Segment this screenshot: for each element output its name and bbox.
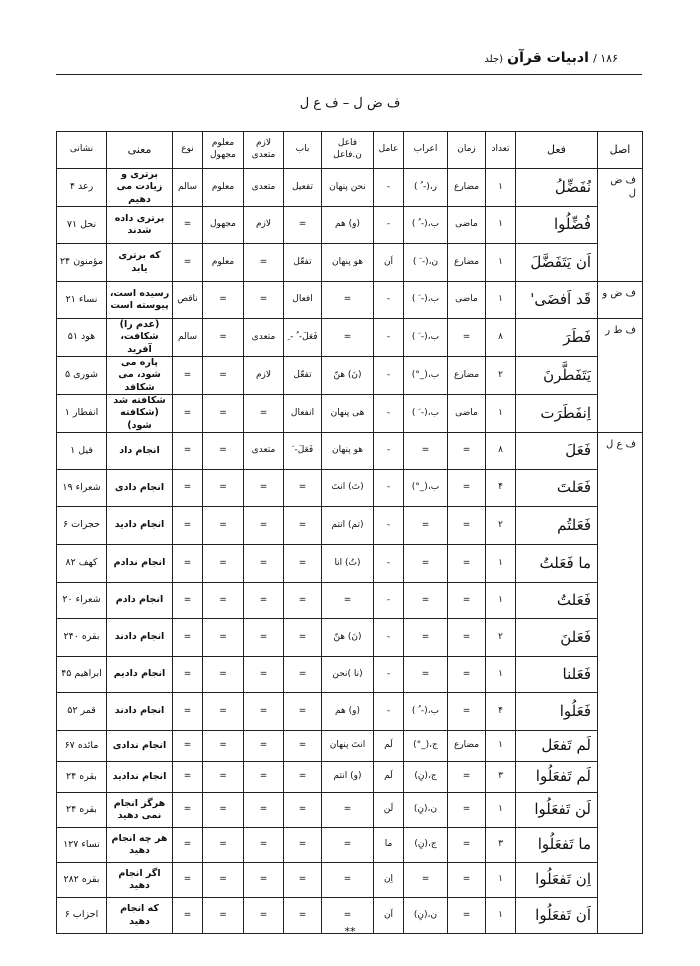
verb-cell: فَعَلُوا <box>516 693 598 731</box>
bab-cell: تفعیل <box>284 169 322 207</box>
reference-cell: شعراء ۲۰ <box>57 583 107 619</box>
amel-cell: - <box>374 207 404 244</box>
tense-cell: ماضی <box>448 282 486 319</box>
verb-cell: نُفَضِّلُ <box>516 169 598 207</box>
subject-cell: هو پنهان <box>322 433 374 470</box>
amel-cell: ما <box>374 828 404 863</box>
verb-cell: اِنفَطَرَت <box>516 395 598 433</box>
voice-cell: = <box>203 863 244 898</box>
voice-cell: = <box>203 731 244 762</box>
voice-cell: = <box>203 433 244 470</box>
voice-cell: = <box>203 282 244 319</box>
subject-cell: (و) هم <box>322 693 374 731</box>
tense-cell: = <box>448 619 486 657</box>
subject-cell: نحن پنهان <box>322 169 374 207</box>
subject-cell: (نَ) هنّ <box>322 357 374 395</box>
volume-label: (جلد <box>484 54 503 65</box>
tense-cell: = <box>448 762 486 793</box>
type-cell: = <box>173 619 203 657</box>
bab-cell: = <box>284 207 322 244</box>
tense-cell: = <box>448 693 486 731</box>
amel-cell: - <box>374 319 404 357</box>
col-meaning: معنی <box>107 132 173 169</box>
transitivity-cell: = <box>244 793 284 828</box>
root-cell: ف ض ل <box>598 169 643 282</box>
amel-cell: - <box>374 545 404 583</box>
type-cell: سالم <box>173 169 203 207</box>
subject-cell: = <box>322 319 374 357</box>
col-bab: باب <box>284 132 322 169</box>
bab-cell: = <box>284 793 322 828</box>
tense-cell: = <box>448 470 486 507</box>
amel-cell: - <box>374 357 404 395</box>
erab-cell: ج،(نِ) <box>404 828 448 863</box>
reference-cell: بقره ۲۴ <box>57 762 107 793</box>
subject-cell: = <box>322 828 374 863</box>
voice-cell: مجهول <box>203 207 244 244</box>
meaning-cell: اگر انجام دهید <box>107 863 173 898</box>
count-cell: ۴ <box>486 693 516 731</box>
type-cell: = <box>173 583 203 619</box>
transitivity-cell: متعدی <box>244 433 284 470</box>
meaning-cell: که برتری یابد <box>107 244 173 282</box>
transitivity-cell: = <box>244 657 284 693</box>
verb-cell: لَن تَفعَلُوا <box>516 793 598 828</box>
verb-cell: ما فَعَلتُ <box>516 545 598 583</box>
erab-cell: ب،(- َ ) <box>404 319 448 357</box>
transitivity-cell: = <box>244 282 284 319</box>
reference-cell: رعد ۴ <box>57 169 107 207</box>
count-cell: ۸ <box>486 433 516 470</box>
amel-cell: - <box>374 619 404 657</box>
count-cell: ۱ <box>486 545 516 583</box>
type-cell: = <box>173 395 203 433</box>
transitivity-cell: متعدی <box>244 169 284 207</box>
table-row <box>57 169 643 207</box>
type-cell: = <box>173 545 203 583</box>
verb-cell: لَم تَفعَلُوا <box>516 762 598 793</box>
col-voice: معلوم مجهول <box>203 132 244 169</box>
reference-cell: ابراهیم ۴۵ <box>57 657 107 693</box>
table-row <box>57 507 643 545</box>
verb-cell: اَن تَفعَلُوا <box>516 898 598 934</box>
type-cell: سالم <box>173 319 203 357</box>
table-body <box>57 169 643 934</box>
subject-cell: (نا )نحن <box>322 657 374 693</box>
type-cell: = <box>173 863 203 898</box>
table-row <box>57 693 643 731</box>
transitivity-cell: = <box>244 762 284 793</box>
amel-cell: - <box>374 282 404 319</box>
col-count: تعداد <box>486 132 516 169</box>
type-cell: = <box>173 762 203 793</box>
bab-cell: = <box>284 762 322 793</box>
tense-cell: = <box>448 863 486 898</box>
reference-cell: انفطار ۱ <box>57 395 107 433</box>
bab-cell: = <box>284 863 322 898</box>
erab-cell: = <box>404 507 448 545</box>
erab-cell: ب،(- ُ ) <box>404 693 448 731</box>
subject-cell: = <box>322 793 374 828</box>
tense-cell: مضارع <box>448 357 486 395</box>
verb-cell: اِن تَفعَلُوا <box>516 863 598 898</box>
tense-cell: مضارع <box>448 731 486 762</box>
count-cell: ۲ <box>486 619 516 657</box>
table-row <box>57 793 643 828</box>
voice-cell: = <box>203 898 244 934</box>
erab-cell: ب،(_°) <box>404 470 448 507</box>
erab-cell: = <box>404 545 448 583</box>
verb-cell: فُضِّلُوا <box>516 207 598 244</box>
meaning-cell: انجام دادم <box>107 583 173 619</box>
count-cell: ۱ <box>486 657 516 693</box>
voice-cell: = <box>203 828 244 863</box>
amel-cell: - <box>374 657 404 693</box>
count-cell: ۲ <box>486 507 516 545</box>
verb-cell: فَعَلنَ <box>516 619 598 657</box>
root-cell: ف ط ر <box>598 319 643 433</box>
tense-cell: = <box>448 828 486 863</box>
header-rule <box>56 74 642 75</box>
voice-cell: = <box>203 693 244 731</box>
erab-cell: ن،(نِ) <box>404 793 448 828</box>
type-cell: = <box>173 433 203 470</box>
verb-cell: اَن يَتَفَضَّلَ <box>516 244 598 282</box>
count-cell: ۱ <box>486 169 516 207</box>
voice-cell: = <box>203 507 244 545</box>
type-cell: = <box>173 357 203 395</box>
count-cell: ۱ <box>486 282 516 319</box>
amel-cell: - <box>374 169 404 207</box>
voice-cell: = <box>203 793 244 828</box>
table-row <box>57 433 643 470</box>
amel-cell: - <box>374 395 404 433</box>
transitivity-cell: = <box>244 693 284 731</box>
col-amel: عامل <box>374 132 404 169</box>
meaning-cell: انجام ندادید <box>107 762 173 793</box>
table-row <box>57 207 643 244</box>
col-fel: فعل <box>516 132 598 169</box>
amel-cell: - <box>374 693 404 731</box>
table-row <box>57 583 643 619</box>
voice-cell: = <box>203 762 244 793</box>
subject-cell: (و) هم <box>322 207 374 244</box>
subject-cell: (نَ) هنّ <box>322 619 374 657</box>
tense-cell: = <box>448 657 486 693</box>
subject-cell: = <box>322 863 374 898</box>
amel-cell: لَم <box>374 731 404 762</box>
count-cell: ۳ <box>486 762 516 793</box>
type-cell: = <box>173 693 203 731</box>
reference-cell: حجرات ۶ <box>57 507 107 545</box>
meaning-cell: پاره می شود، می شکافد <box>107 357 173 395</box>
count-cell: ۱ <box>486 583 516 619</box>
count-cell: ۱ <box>486 207 516 244</box>
reference-cell: احزاب ۶ <box>57 898 107 934</box>
type-cell: = <box>173 828 203 863</box>
bab-cell: = <box>284 657 322 693</box>
table-row <box>57 863 643 898</box>
page-number: ۱۸۶ / <box>593 52 618 65</box>
erab-cell: ن،(- َ ) <box>404 244 448 282</box>
col-transitivity: لازم متعدی <box>244 132 284 169</box>
verb-cell: فَعَلَ <box>516 433 598 470</box>
erab-cell: = <box>404 583 448 619</box>
table-row <box>57 619 643 657</box>
reference-cell: نساء ۲۱ <box>57 282 107 319</box>
amel-cell: اِن <box>374 863 404 898</box>
col-erab: اعراب <box>404 132 448 169</box>
reference-cell: قمر ۵۲ <box>57 693 107 731</box>
meaning-cell: هرگز انجام نمی دهید <box>107 793 173 828</box>
type-cell: = <box>173 731 203 762</box>
transitivity-cell: = <box>244 470 284 507</box>
amel-cell: لَن <box>374 793 404 828</box>
count-cell: ۱ <box>486 244 516 282</box>
subject-cell: (تُ) انا <box>322 545 374 583</box>
subject-cell: = <box>322 282 374 319</box>
verb-cell: فَعَلتَ <box>516 470 598 507</box>
bab-cell: فَعَلَ- َ <box>284 433 322 470</box>
table-row <box>57 657 643 693</box>
transitivity-cell: = <box>244 898 284 934</box>
meaning-cell: (عدم را) شکافت، آفرید <box>107 319 173 357</box>
page-footer: ** <box>344 925 356 938</box>
reference-cell: نحل ۷۱ <box>57 207 107 244</box>
tense-cell: = <box>448 545 486 583</box>
subject-cell: (تم) انتم <box>322 507 374 545</box>
voice-cell: = <box>203 657 244 693</box>
amel-cell: اَن <box>374 244 404 282</box>
verb-cell: فَعَلنا <box>516 657 598 693</box>
table-row <box>57 828 643 863</box>
transitivity-cell: = <box>244 863 284 898</box>
tense-cell: = <box>448 433 486 470</box>
count-cell: ۱ <box>486 793 516 828</box>
reference-cell: مؤمنون ۲۴ <box>57 244 107 282</box>
col-reference: نشانی <box>57 132 107 169</box>
bab-cell: انفعال <box>284 395 322 433</box>
reference-cell: بقره ۲۸۲ <box>57 863 107 898</box>
book-title: ادبیات قرآن <box>507 50 589 66</box>
table-row <box>57 762 643 793</box>
bab-cell: = <box>284 507 322 545</box>
bab-cell: تفعّل <box>284 357 322 395</box>
reference-cell: فیل ۱ <box>57 433 107 470</box>
amel-cell: لَم <box>374 762 404 793</box>
root-cell: ف ع ل <box>598 433 643 934</box>
page-header <box>484 50 618 66</box>
bab-cell: = <box>284 545 322 583</box>
voice-cell: معلوم <box>203 169 244 207</box>
reference-cell: شعراء ۱۹ <box>57 470 107 507</box>
table-row <box>57 282 643 319</box>
count-cell: ۱ <box>486 395 516 433</box>
transitivity-cell: = <box>244 545 284 583</box>
transitivity-cell: = <box>244 507 284 545</box>
erab-cell: = <box>404 433 448 470</box>
col-tense: زمان <box>448 132 486 169</box>
type-cell: ناقص <box>173 282 203 319</box>
transitivity-cell: = <box>244 731 284 762</box>
count-cell: ۳ <box>486 828 516 863</box>
meaning-cell: انجام ندادم <box>107 545 173 583</box>
transitivity-cell: لازم <box>244 207 284 244</box>
table-header-row <box>57 132 643 169</box>
root-cell: ف ض و <box>598 282 643 319</box>
col-type: نوع <box>173 132 203 169</box>
voice-cell: = <box>203 619 244 657</box>
tense-cell: = <box>448 319 486 357</box>
voice-cell: معلوم <box>203 244 244 282</box>
section-title: ف ض ل – ف ع ل <box>299 96 401 111</box>
erab-cell: = <box>404 657 448 693</box>
voice-cell: = <box>203 545 244 583</box>
tense-cell: ماضی <box>448 395 486 433</box>
transitivity-cell: متعدی <box>244 319 284 357</box>
type-cell: = <box>173 898 203 934</box>
tense-cell: = <box>448 507 486 545</box>
erab-cell: ب،(- َ ) <box>404 282 448 319</box>
type-cell: = <box>173 657 203 693</box>
bab-cell: = <box>284 619 322 657</box>
reference-cell: بقره ۲۴ <box>57 793 107 828</box>
table-row <box>57 470 643 507</box>
tense-cell: ماضی <box>448 207 486 244</box>
bab-cell: = <box>284 470 322 507</box>
tense-cell: = <box>448 793 486 828</box>
table-row <box>57 731 643 762</box>
meaning-cell: رسیده است، پیوسته است <box>107 282 173 319</box>
bab-cell: = <box>284 693 322 731</box>
table-row <box>57 395 643 433</box>
col-subject: فاعل ن.فاعل <box>322 132 374 169</box>
erab-cell: = <box>404 619 448 657</box>
erab-cell: ج،(_°) <box>404 731 448 762</box>
reference-cell: مائده ۶۷ <box>57 731 107 762</box>
transitivity-cell: = <box>244 244 284 282</box>
reference-cell: بقره ۲۴۰ <box>57 619 107 657</box>
verb-cell: فَعَلتُم <box>516 507 598 545</box>
meaning-cell: انجام دادند <box>107 619 173 657</box>
voice-cell: = <box>203 470 244 507</box>
verb-cell: فَطَرَ <box>516 319 598 357</box>
bab-cell: = <box>284 583 322 619</box>
tense-cell: = <box>448 898 486 934</box>
transitivity-cell: = <box>244 395 284 433</box>
erab-cell: ب،(- َ ) <box>404 395 448 433</box>
type-cell: = <box>173 507 203 545</box>
reference-cell: نساء ۱۲۷ <box>57 828 107 863</box>
transitivity-cell: = <box>244 583 284 619</box>
table-row <box>57 545 643 583</box>
amel-cell: اَن <box>374 898 404 934</box>
meaning-cell: شکافته شد (شکافته شود) <box>107 395 173 433</box>
table-row <box>57 357 643 395</box>
meaning-cell: انجام ندادی <box>107 731 173 762</box>
verb-cell: قَد اَفضَى' <box>516 282 598 319</box>
meaning-cell: برتری و زیادت می دهیم <box>107 169 173 207</box>
subject-cell: انتَ پنهان <box>322 731 374 762</box>
erab-cell: = <box>404 863 448 898</box>
meaning-cell: هر چه انجام دهید <box>107 828 173 863</box>
tense-cell: مضارع <box>448 169 486 207</box>
voice-cell: = <box>203 583 244 619</box>
erab-cell: ج،(نِ) <box>404 762 448 793</box>
meaning-cell: انجام داد <box>107 433 173 470</box>
type-cell: = <box>173 793 203 828</box>
meaning-cell: انجام دادید <box>107 507 173 545</box>
bab-cell: = <box>284 731 322 762</box>
meaning-cell: برتری داده شدند <box>107 207 173 244</box>
meaning-cell: انجام دادند <box>107 693 173 731</box>
count-cell: ۱ <box>486 863 516 898</box>
verb-cell: فَعَلتُ <box>516 583 598 619</box>
table-row <box>57 319 643 357</box>
verb-cell: ما تَفعَلُوا <box>516 828 598 863</box>
bab-cell: تفعّل <box>284 244 322 282</box>
table-row <box>57 244 643 282</box>
subject-cell: = <box>322 583 374 619</box>
subject-cell: (تَ) انتَ <box>322 470 374 507</box>
erab-cell: ر،(- ُ ) <box>404 169 448 207</box>
erab-cell: ن،(نِ) <box>404 898 448 934</box>
count-cell: ۲ <box>486 357 516 395</box>
tense-cell: = <box>448 583 486 619</box>
count-cell: ۴ <box>486 470 516 507</box>
voice-cell: = <box>203 319 244 357</box>
tense-cell: مضارع <box>448 244 486 282</box>
verb-cell: يَتَفَطَّرنَ <box>516 357 598 395</box>
reference-cell: هود ۵۱ <box>57 319 107 357</box>
type-cell: = <box>173 207 203 244</box>
bab-cell: افعال <box>284 282 322 319</box>
voice-cell: = <box>203 395 244 433</box>
erab-cell: ب،(- ُ ) <box>404 207 448 244</box>
meaning-cell: انجام دادی <box>107 470 173 507</box>
count-cell: ۱ <box>486 898 516 934</box>
transitivity-cell: = <box>244 828 284 863</box>
verb-cell: لَم تَفعَل <box>516 731 598 762</box>
count-cell: ۱ <box>486 731 516 762</box>
transitivity-cell: = <box>244 619 284 657</box>
bab-cell: = <box>284 828 322 863</box>
verb-table <box>56 131 643 934</box>
amel-cell: - <box>374 470 404 507</box>
subject-cell: (و) انتم <box>322 762 374 793</box>
subject-cell: = <box>322 898 374 934</box>
bab-cell: = <box>284 898 322 934</box>
erab-cell: ب،(_°) <box>404 357 448 395</box>
meaning-cell: انجام دادیم <box>107 657 173 693</box>
type-cell: = <box>173 244 203 282</box>
subject-cell: هو پنهان <box>322 244 374 282</box>
voice-cell: = <box>203 357 244 395</box>
subject-cell: هی پنهان <box>322 395 374 433</box>
amel-cell: - <box>374 583 404 619</box>
reference-cell: شوری ۵ <box>57 357 107 395</box>
reference-cell: کهف ۸۲ <box>57 545 107 583</box>
type-cell: = <box>173 470 203 507</box>
bab-cell: فَعَلَ- ُ - ِ <box>284 319 322 357</box>
meaning-cell: که انجام دهید <box>107 898 173 934</box>
amel-cell: - <box>374 433 404 470</box>
col-asl: اصل <box>598 132 643 169</box>
count-cell: ۸ <box>486 319 516 357</box>
transitivity-cell: لازم <box>244 357 284 395</box>
amel-cell: - <box>374 507 404 545</box>
